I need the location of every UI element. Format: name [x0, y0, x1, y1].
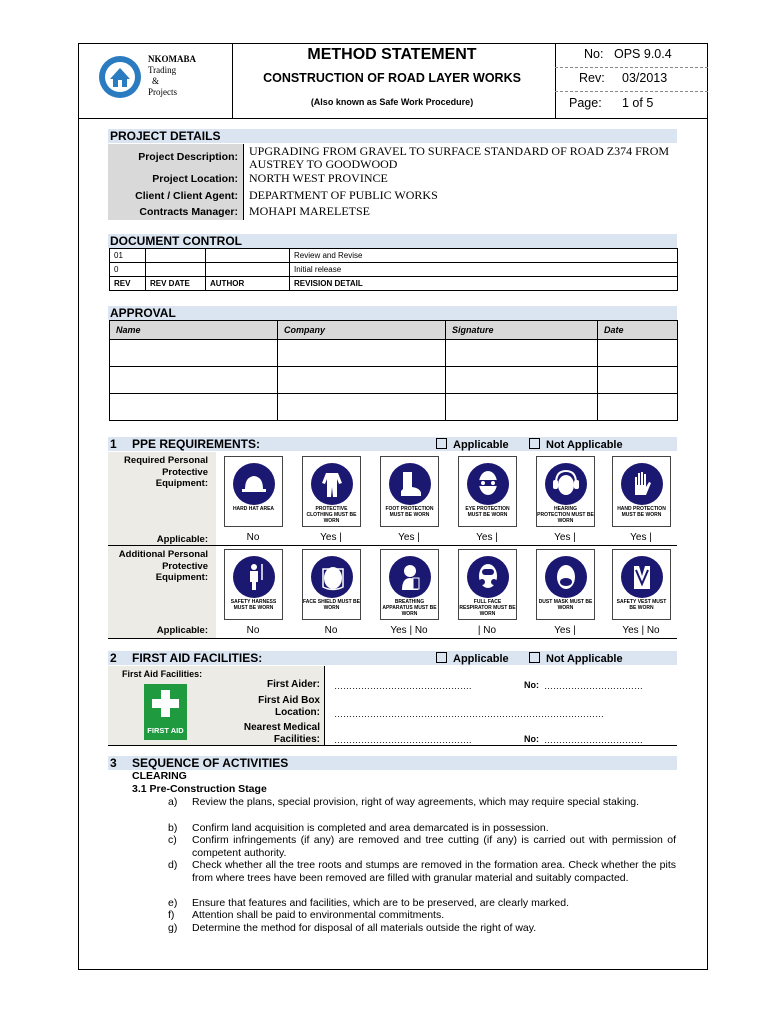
header-divider [232, 43, 233, 118]
applicable-label: Applicable: [156, 534, 208, 545]
signature-cell[interactable] [446, 394, 598, 421]
ppe-applicable-value[interactable]: Yes | [476, 532, 498, 543]
first-aider-label: First Aider: [267, 679, 320, 690]
ppe-sign-respirator [458, 549, 517, 620]
ppe-applicable-value[interactable]: Yes | [320, 532, 342, 543]
activity-text: Review the plans, special provision, right of way agreements, which may require special staking. [192, 796, 640, 808]
manager-label: Contracts Manager: [139, 206, 238, 218]
ppe-sign-hearing-protection [536, 456, 595, 527]
foot-protection-icon [389, 463, 431, 505]
project-location: NORTH WEST PROVINCE [249, 171, 388, 185]
ppe-not-applicable-option[interactable]: Not Applicable [529, 438, 623, 451]
name-cell[interactable] [110, 367, 278, 394]
activity-text: Attention shall be paid to environmental commitments. [192, 909, 445, 921]
ppe-number: 1 [110, 437, 117, 451]
rev-header: REV [110, 277, 146, 291]
first-aider-no-field[interactable]: …………………………… [544, 681, 643, 691]
table-row [110, 249, 678, 263]
activity-letter: d) [168, 859, 178, 871]
first-aid-box-label: First Aid Box Location: [258, 695, 320, 718]
ppe-applicable-value[interactable]: Yes | [554, 625, 576, 636]
first-aid-sign-text: FIRST AID [147, 726, 184, 735]
ppe-caption: FACE SHIELD MUST BE WORN [303, 599, 360, 611]
checkbox[interactable] [436, 652, 447, 663]
divider [108, 545, 677, 546]
checkbox[interactable] [529, 652, 540, 663]
ppe-sign-foot-protection [380, 456, 439, 527]
client-label: Client / Client Agent: [135, 190, 238, 202]
logo-name: Projects [148, 87, 177, 97]
company-cell[interactable] [278, 394, 446, 421]
ppe-applicable-value[interactable]: Yes | [398, 532, 420, 543]
ppe-sign-protective-clothing [302, 456, 361, 527]
page-label: Page: [569, 96, 602, 110]
hand-protection-icon [621, 463, 663, 505]
ppe-caption: SAFETY VEST MUST BE WORN [616, 599, 667, 611]
author-cell [206, 249, 290, 263]
nearest-no-field[interactable]: …………………………… [544, 735, 643, 745]
detail-cell: Initial release [290, 263, 678, 277]
header-divider [555, 91, 708, 93]
hard-hat-icon [233, 463, 275, 505]
hearing-protection-icon [545, 463, 587, 505]
ppe-caption: BREATHING APPARATUS MUST BE WORN [382, 599, 437, 617]
ppe-applicable-option[interactable]: Applicable [436, 438, 509, 451]
additional-ppe-label: Additional Personal Protective Equipment: [118, 549, 208, 583]
company-logo [98, 55, 142, 99]
divider [324, 666, 325, 745]
first-aid-box-field[interactable]: ……………………………………………………………………………… [334, 709, 604, 719]
name-cell[interactable] [110, 394, 278, 421]
activity-letter: e) [168, 897, 178, 909]
activity-letter: b) [168, 822, 178, 834]
ppe-caption: HAND PROTECTION MUST BE WORN [617, 506, 666, 518]
ppe-caption: FOOT PROTECTION MUST BE WORN [385, 506, 434, 518]
divider [108, 745, 677, 746]
rev-cell: 0 [110, 263, 146, 277]
table-header-row [110, 321, 678, 340]
rev-cell: 01 [110, 249, 146, 263]
safety-harness-icon [233, 556, 275, 598]
ppe-sign-hand-protection [612, 456, 671, 527]
table-header-row [110, 277, 678, 291]
ppe-caption: SAFETY HARNESS MUST BE WORN [230, 599, 277, 611]
ppe-applicable-value[interactable]: | No [477, 625, 497, 636]
page-number: 1 of 5 [622, 96, 654, 110]
ppe-caption: HARD HAT AREA [232, 506, 275, 512]
ppe-sign-hard-hat [224, 456, 283, 527]
author-header: AUTHOR [206, 277, 290, 291]
detail-cell: Review and Revise [290, 249, 678, 263]
activity-text: Confirm land acquisition is completed and area demarcated is in possession. [192, 822, 549, 834]
ppe-sign-face-shield [302, 549, 361, 620]
date-cell [146, 249, 206, 263]
eye-protection-icon [467, 463, 509, 505]
checkbox[interactable] [436, 438, 447, 449]
name-header: Name [110, 321, 278, 340]
company-header: Company [278, 321, 446, 340]
date-header: REV DATE [146, 277, 206, 291]
sequence-number: 3 [110, 756, 117, 770]
first-aid-cross-icon [150, 688, 181, 719]
document-note: (Also known as Safe Work Procedure) [310, 97, 474, 107]
nearest-facilities-field[interactable]: ………………………………………. [334, 735, 472, 745]
project-location-label: Project Location: [152, 173, 238, 185]
table-row [110, 394, 678, 421]
ppe-sign-dust-mask [536, 549, 595, 620]
document-title: METHOD STATEMENT [307, 46, 477, 63]
activity-letter: f) [168, 909, 175, 921]
ppe-caption: HEARING PROTECTION MUST BE WORN [537, 506, 594, 524]
project-details-heading: PROJECT DETAILS [110, 129, 221, 143]
ppe-heading: PPE REQUIREMENTS: [132, 437, 261, 451]
ppe-applicable-value[interactable]: No [246, 625, 260, 636]
activity-letter: g) [168, 922, 178, 934]
face-shield-icon [311, 556, 353, 598]
ppe-sign-safety-vest [612, 549, 671, 620]
project-description-label: Project Description: [138, 151, 238, 163]
ppe-applicable-value[interactable]: Yes | [630, 532, 652, 543]
first-aid-applicable-option[interactable]: Applicable [436, 652, 509, 665]
ppe-caption: EYE PROTECTION MUST BE WORN [465, 506, 510, 518]
activity-text: Determine the method for disposal of all materials outside the right of way. [192, 922, 537, 934]
stage-heading: 3.1 Pre-Construction Stage [132, 783, 267, 795]
date-cell [146, 263, 206, 277]
dust-mask-icon [545, 556, 587, 598]
activity-text: Check whether all the tree roots and stumps are removed in the formation area. Check whether the pits from where trees have been removed are filled with granular material and suitably compacted. [192, 859, 676, 884]
required-ppe-label: Required Personal Protective Equipment: [124, 455, 208, 489]
author-cell [206, 263, 290, 277]
ppe-applicable-value[interactable]: Yes | No [622, 625, 660, 636]
date-cell[interactable] [598, 340, 678, 367]
ppe-sign-eye-protection [458, 456, 517, 527]
first-aider-field[interactable]: ………………………………………. [334, 681, 472, 691]
document-control-table [109, 248, 678, 291]
header-divider [78, 118, 708, 119]
table-row [110, 340, 678, 367]
applicable-label: Applicable: [156, 625, 208, 636]
header-divider [555, 67, 708, 69]
ppe-caption: PROTECTIVE CLOTHING MUST BE WORN [306, 506, 357, 524]
divider [243, 144, 244, 220]
document-control-heading: DOCUMENT CONTROL [110, 234, 242, 248]
activity-letter: c) [168, 834, 177, 846]
sequence-heading: SEQUENCE OF ACTIVITIES [132, 756, 289, 770]
first-aid-sign [144, 684, 187, 740]
contracts-manager: MOHAPI MARELETSE [249, 204, 371, 218]
safety-vest-icon [621, 556, 663, 598]
ppe-applicable-value[interactable]: Yes | [554, 532, 576, 543]
nearest-no-label: No: [524, 734, 539, 744]
approval-table [109, 320, 678, 421]
section-bar [108, 306, 677, 320]
respirator-icon [467, 556, 509, 598]
logo-name: & [152, 76, 160, 86]
header-divider [555, 43, 556, 118]
checkbox[interactable] [529, 438, 540, 449]
ppe-applicable-value[interactable]: No [246, 532, 260, 543]
doc-number: OPS 9.0.4 [614, 47, 672, 61]
first-aider-no-label: No: [524, 680, 539, 690]
date-header: Date [598, 321, 678, 340]
nearest-facilities-label: Nearest Medical Facilities: [243, 722, 320, 745]
clearing-subheading: CLEARING [132, 770, 187, 782]
detail-header: REVISION DETAIL [290, 277, 678, 291]
first-aid-not-applicable-option[interactable]: Not Applicable [529, 652, 623, 665]
client-name: DEPARTMENT OF PUBLIC WORKS [249, 188, 438, 202]
company-cell[interactable] [278, 367, 446, 394]
activity-letter: a) [168, 796, 178, 808]
first-aid-heading: FIRST AID FACILITIES: [132, 651, 263, 665]
first-aid-panel-label: First Aid Facilities: [122, 669, 203, 679]
approval-heading: APPROVAL [110, 306, 176, 320]
doc-number-label: No: [584, 47, 604, 61]
project-description: UPGRADING FROM GRAVEL TO SURFACE STANDARD OF ROAD Z374 FROM AUSTREY TO GOODWOOD [249, 144, 670, 171]
breathing-apparatus-icon [389, 556, 431, 598]
ppe-applicable-value[interactable]: Yes | No [390, 625, 428, 636]
activity-text: Confirm infringements (if any) are removed and tree cutting (if any) is carried out with permission of competent authority. [192, 834, 676, 859]
signature-cell[interactable] [446, 367, 598, 394]
activity-text: Ensure that features and facilities, which are to be preserved, are clearly marked. [192, 897, 570, 909]
date-cell[interactable] [598, 394, 678, 421]
logo-name: NKOMABA [148, 54, 196, 64]
table-row [110, 367, 678, 394]
document-subtitle: CONSTRUCTION OF ROAD LAYER WORKS [263, 71, 521, 85]
ppe-applicable-value[interactable]: No [324, 625, 338, 636]
name-cell[interactable] [110, 340, 278, 367]
first-aid-number: 2 [110, 651, 117, 665]
signature-header: Signature [446, 321, 598, 340]
ppe-sign-breathing-apparatus [380, 549, 439, 620]
divider [108, 638, 677, 639]
date-cell[interactable] [598, 367, 678, 394]
company-cell[interactable] [278, 340, 446, 367]
ppe-sign-safety-harness [224, 549, 283, 620]
revision-label: Rev: [579, 71, 605, 85]
protective-clothing-icon [311, 463, 353, 505]
ppe-caption: FULL FACE RESPIRATOR MUST BE WORN [459, 599, 516, 617]
signature-cell[interactable] [446, 340, 598, 367]
table-row [110, 263, 678, 277]
ppe-caption: DUST MASK MUST BE WORN [538, 599, 593, 611]
revision-value: 03/2013 [622, 71, 668, 85]
logo-name: Trading [148, 65, 177, 75]
